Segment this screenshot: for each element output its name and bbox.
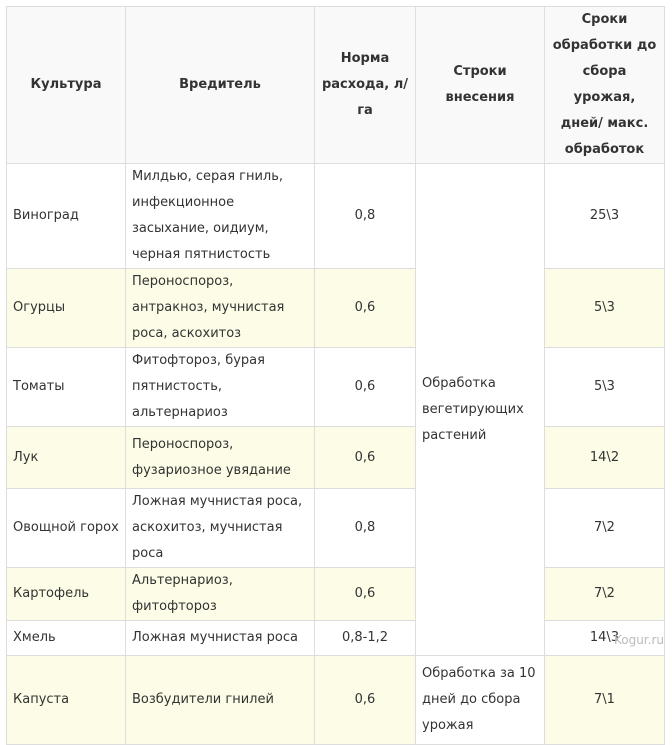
pest-cell: Фитофтороз, бурая пятнистость, альтернариоз [126,348,315,427]
table-row [7,489,665,568]
table-row [7,164,665,269]
table-row [7,656,665,745]
pest-cell: Возбудители гнилей [126,656,315,745]
days-cell: 5\3 [545,348,665,427]
timing-cell-vegetative: Обработка вегетирующих растений [416,164,545,656]
rate-cell: 0,6 [315,568,416,621]
pest-cell: Пероноспороз, антракноз, мучнистая роса, аскохитоз [126,269,315,348]
crop-cell: Виноград [7,164,126,269]
table-row [7,348,665,427]
timing-cell-pre-harvest: Обработка за 10 дней до сбора урожая [416,656,545,745]
crop-cell: Лук [7,427,126,489]
crop-cell: Капуста [7,656,126,745]
header-timing: Строки внесения [416,7,545,164]
pest-cell: Альтернариоз, фитофтороз [126,568,315,621]
pest-cell: Милдью, серая гниль, инфекционное засыхание, оидиум, черная пятнистость [126,164,315,269]
days-cell: 7\1 [545,656,665,745]
days-cell: 5\3 [545,269,665,348]
header-days: Сроки обработки до сбора урожая, дней/ макс. обработок [545,7,665,164]
rate-cell: 0,6 [315,348,416,427]
rate-cell: 0,8 [315,164,416,269]
header-pest: Вредитель [126,7,315,164]
table-row [7,568,665,621]
pest-cell: Пероноспороз, фузариозное увядание [126,427,315,489]
days-cell: 7\2 [545,489,665,568]
table-row [7,427,665,489]
crop-cell: Овощной горох [7,489,126,568]
rate-cell: 0,6 [315,656,416,745]
crop-cell: Томаты [7,348,126,427]
rate-cell: 0,6 [315,269,416,348]
pest-cell: Ложная мучнистая роса, аскохитоз, мучнистая роса [126,489,315,568]
pest-cell: Ложная мучнистая роса [126,621,315,656]
watermark-logo: Kogur.ru [613,633,664,647]
rate-cell: 0,6 [315,427,416,489]
crop-cell: Хмель [7,621,126,656]
days-cell: 14\2 [545,427,665,489]
crop-cell: Огурцы [7,269,126,348]
days-cell: 7\2 [545,568,665,621]
header-rate: Норма расхода, л/га [315,7,416,164]
header-crop: Культура [7,7,126,164]
days-cell: 14\3 [545,621,665,656]
days-cell: 25\3 [545,164,665,269]
table-row [7,269,665,348]
rate-cell: 0,8 [315,489,416,568]
header-row [7,7,665,164]
treatment-table [6,6,665,745]
rate-cell: 0,8-1,2 [315,621,416,656]
crop-cell: Картофель [7,568,126,621]
table-row [7,621,665,656]
